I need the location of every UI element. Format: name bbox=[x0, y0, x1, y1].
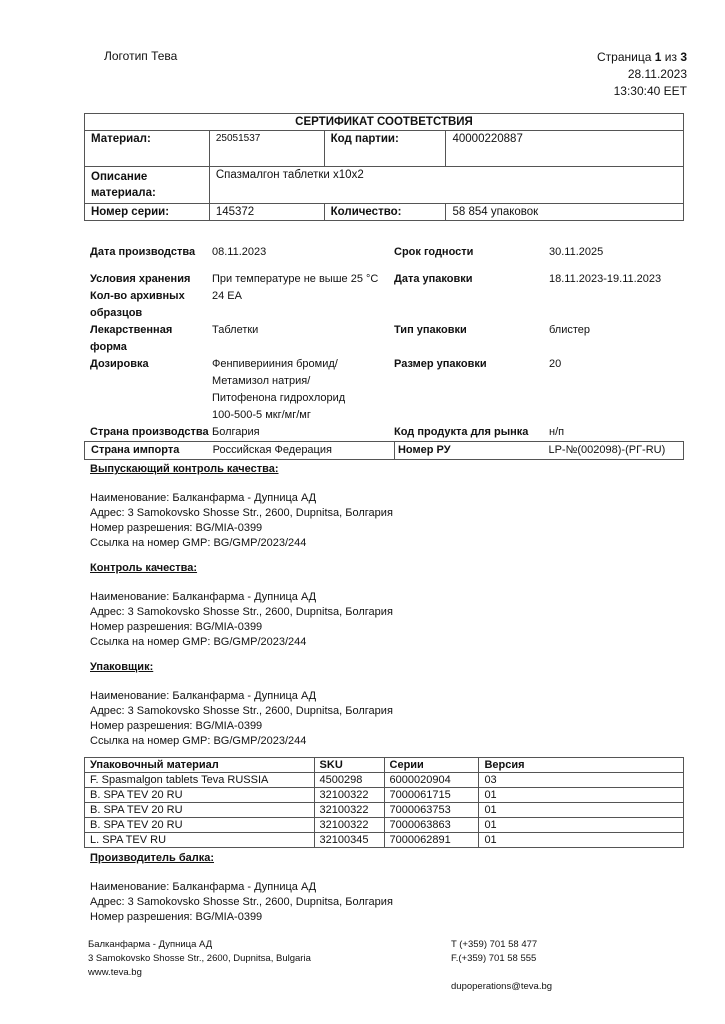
ru-number-value: LP-№(002098)-(РГ-RU) bbox=[548, 444, 666, 456]
cell-series: 7000063753 bbox=[384, 803, 479, 818]
packer-section bbox=[90, 660, 393, 749]
packing-date-label: Дата упаковки bbox=[394, 273, 473, 285]
packaging-table bbox=[84, 757, 684, 848]
form-label: Лекарственная форма bbox=[90, 324, 173, 353]
info-row-dosage bbox=[84, 356, 684, 424]
country-prod-label: Страна производства bbox=[90, 426, 209, 438]
footer-right bbox=[451, 938, 552, 994]
batch-code-value: 40000220887 bbox=[446, 131, 684, 167]
cell-series: 6000020904 bbox=[384, 773, 479, 788]
cell-sku: 32100322 bbox=[314, 818, 384, 833]
section-line: Ссылка на номер GMP: BG/GMP/2023/244 bbox=[90, 636, 307, 648]
release-qc-section bbox=[90, 462, 393, 551]
info-row-form bbox=[84, 322, 684, 356]
section-line: Номер разрешения: BG/MIA-0399 bbox=[90, 621, 263, 633]
archive-value: 24 EA bbox=[212, 290, 242, 302]
cell-sku: 4500298 bbox=[314, 773, 384, 788]
footer-website[interactable]: www.teva.bg bbox=[88, 967, 142, 978]
certificate-table bbox=[84, 113, 684, 221]
country-import-label: Страна импорта bbox=[91, 444, 180, 456]
table-header-row bbox=[85, 758, 684, 773]
cell-sku: 32100322 bbox=[314, 803, 384, 818]
packing-date-value: 18.11.2023-19.11.2023 bbox=[549, 273, 662, 285]
material-value: 25051537 bbox=[209, 131, 324, 167]
cell-material: B. SPA TEV 20 RU bbox=[85, 803, 315, 818]
section-line: Номер разрешения: BG/MIA-0399 bbox=[90, 522, 263, 534]
certificate-title: СЕРТИФИКАТ СООТВЕТСТВИЯ bbox=[85, 114, 684, 131]
ru-number-label: Номер РУ bbox=[394, 442, 548, 459]
form-value: Таблетки bbox=[212, 324, 259, 336]
teva-logo-placeholder: Логотип Тева bbox=[104, 49, 178, 63]
cell-material: B. SPA TEV 20 RU bbox=[85, 818, 315, 833]
description-value: Спазмалгон таблетки х10х2 bbox=[209, 167, 683, 204]
header-material: Упаковочный материал bbox=[85, 758, 315, 773]
pack-size-value: 20 bbox=[549, 358, 562, 370]
table-row bbox=[85, 788, 684, 803]
section-line: Наименование: Балканфарма - Дупница АД bbox=[90, 881, 317, 893]
cell-series: 7000062891 bbox=[384, 833, 479, 848]
section-line: Наименование: Балканфарма - Дупница АД bbox=[90, 591, 317, 603]
page-separator: из bbox=[664, 50, 677, 64]
material-label: Материал: bbox=[85, 131, 210, 167]
cell-version: 01 bbox=[479, 803, 684, 818]
info-row-country-import bbox=[84, 441, 684, 460]
header-version: Версия bbox=[479, 758, 684, 773]
table-row bbox=[85, 818, 684, 833]
print-date: 28.11.2023 bbox=[627, 67, 687, 81]
pack-size-label: Размер упаковки bbox=[394, 358, 487, 370]
footer-left bbox=[88, 938, 311, 980]
footer-company: Балканфарма - Дупница АД bbox=[88, 939, 213, 950]
section-title: Выпускающий контроль качества: bbox=[90, 463, 279, 475]
quantity-value: 58 854 упаковок bbox=[446, 204, 684, 221]
cell-sku: 32100345 bbox=[314, 833, 384, 848]
market-code-label: Код продукта для рынка bbox=[394, 426, 529, 438]
cell-material: F. Spasmalgon tablets Teva RUSSIA bbox=[85, 773, 315, 788]
footer-address: 3 Samokovsko Shosse Str., 2600, Dupnitsa, Bulgaria bbox=[88, 953, 311, 964]
page-header-info bbox=[597, 49, 687, 100]
section-title: Упаковщик: bbox=[90, 661, 154, 673]
info-row-production bbox=[84, 244, 684, 261]
expiry-label: Срок годности bbox=[394, 246, 474, 258]
market-code-value: н/п bbox=[549, 426, 565, 438]
page-total: 3 bbox=[680, 50, 687, 64]
description-label: Описание материала: bbox=[85, 167, 210, 204]
section-title: Контроль качества: bbox=[90, 562, 198, 574]
qc-section bbox=[90, 561, 393, 650]
serial-label: Номер серии: bbox=[85, 204, 210, 221]
table-row bbox=[85, 773, 684, 788]
storage-label: Условия хранения bbox=[90, 273, 191, 285]
page-current: 1 bbox=[654, 50, 662, 64]
quantity-label: Количество: bbox=[324, 204, 446, 221]
cell-sku: 32100322 bbox=[314, 788, 384, 803]
cell-version: 01 bbox=[479, 833, 684, 848]
section-line: Номер разрешения: BG/MIA-0399 bbox=[90, 720, 263, 732]
section-title: Производитель балка: bbox=[90, 852, 215, 864]
info-row-storage bbox=[84, 271, 684, 288]
section-line: Ссылка на номер GMP: BG/GMP/2023/244 bbox=[90, 735, 307, 747]
section-line: Адрес: 3 Samokovsko Shosse Str., 2600, Dupnitsa, Болгария bbox=[90, 896, 393, 908]
serial-value: 145372 bbox=[209, 204, 324, 221]
section-line: Номер разрешения: BG/MIA-0399 bbox=[90, 911, 263, 923]
dosage-value: Фенпиверииния бромид/Метамизол натрия/ Питофенона гидрохлорид 100-500-5 мкг/мг/мг bbox=[212, 358, 346, 421]
production-date-label: Дата производства bbox=[90, 246, 196, 258]
cell-series: 7000061715 bbox=[384, 788, 479, 803]
dosage-label: Дозировка bbox=[90, 358, 149, 370]
section-line: Адрес: 3 Samokovsko Shosse Str., 2600, Dupnitsa, Болгария bbox=[90, 606, 393, 618]
info-row-archive bbox=[84, 288, 684, 322]
page-prefix: Страница bbox=[596, 50, 652, 64]
print-time: 13:30:40 EET bbox=[613, 84, 687, 98]
archive-label: Кол-во архивных образцов bbox=[90, 290, 185, 319]
table-row bbox=[85, 833, 684, 848]
pack-type-label: Тип упаковки bbox=[394, 324, 467, 336]
cell-series: 7000063863 bbox=[384, 818, 479, 833]
bulk-manufacturer-section bbox=[90, 851, 393, 925]
country-import-value: Российская Федерация bbox=[212, 444, 332, 456]
footer-phone: T (+359) 701 58 477 bbox=[451, 939, 538, 950]
header-sku: SKU bbox=[314, 758, 384, 773]
page-indicator bbox=[597, 49, 687, 66]
table-row bbox=[85, 803, 684, 818]
production-date-value: 08.11.2023 bbox=[212, 246, 267, 258]
cell-material: B. SPA TEV 20 RU bbox=[85, 788, 315, 803]
footer-fax: F.(+359) 701 58 555 bbox=[451, 953, 537, 964]
cell-version: 01 bbox=[479, 818, 684, 833]
pack-type-value: блистер bbox=[549, 324, 591, 336]
country-prod-value: Болгария bbox=[212, 426, 260, 438]
section-line: Ссылка на номер GMP: BG/GMP/2023/244 bbox=[90, 537, 307, 549]
section-line: Наименование: Балканфарма - Дупница АД bbox=[90, 492, 317, 504]
header-series: Серии bbox=[384, 758, 479, 773]
cell-version: 01 bbox=[479, 788, 684, 803]
cell-material: L. SPA TEV RU bbox=[85, 833, 315, 848]
section-line: Адрес: 3 Samokovsko Shosse Str., 2600, Dupnitsa, Болгария bbox=[90, 507, 393, 519]
footer-email[interactable]: dupoperations@teva.bg bbox=[451, 981, 553, 992]
cell-version: 03 bbox=[479, 773, 684, 788]
section-line: Адрес: 3 Samokovsko Shosse Str., 2600, Dupnitsa, Болгария bbox=[90, 705, 393, 717]
section-line: Наименование: Балканфарма - Дупница АД bbox=[90, 690, 317, 702]
storage-value: При температуре не выше 25 °С bbox=[212, 273, 379, 285]
product-info bbox=[84, 244, 684, 460]
info-row-country-prod bbox=[84, 424, 684, 441]
batch-code-label: Код партии: bbox=[324, 131, 446, 167]
expiry-value: 30.11.2025 bbox=[549, 246, 604, 258]
